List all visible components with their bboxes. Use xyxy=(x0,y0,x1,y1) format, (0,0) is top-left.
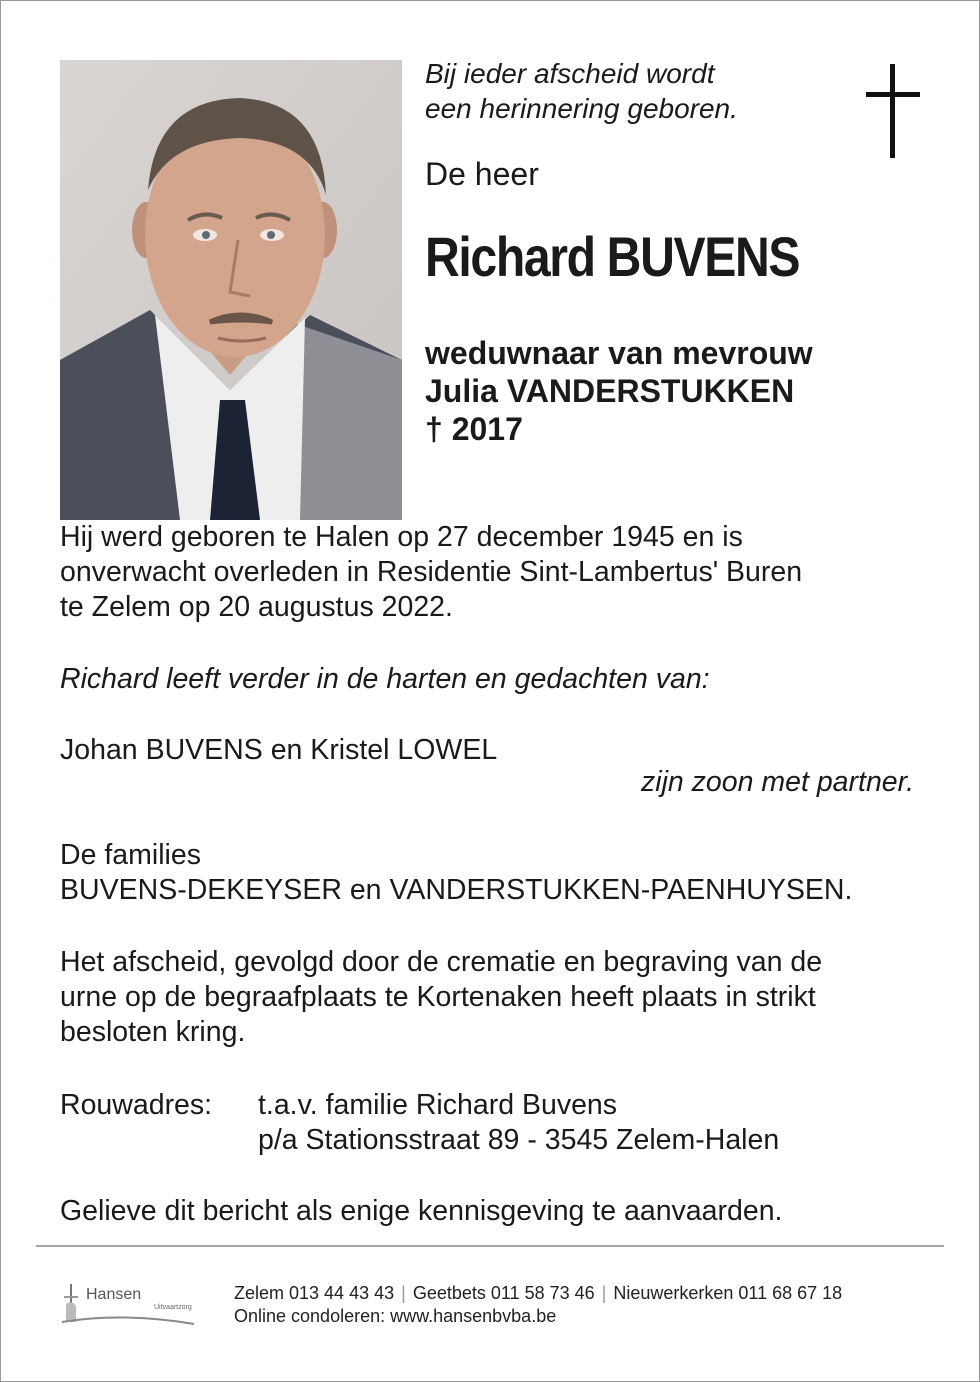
ceremony-line-1: Het afscheid, gevolgd door de crematie en begraving van de xyxy=(60,946,823,978)
address-line-2: p/a Stationsstraat 89 - 3545 Zelem-Halen xyxy=(258,1124,780,1156)
cross-icon xyxy=(866,64,920,158)
ceremony-line-3: besloten kring. xyxy=(60,1016,246,1048)
verse-line-1: Bij ieder afscheid wordt xyxy=(425,58,715,89)
honorific: De heer xyxy=(425,156,539,192)
remembered-by: Richard leeft verder in de harten en gedachten van: xyxy=(60,663,710,695)
cross-vertical-bar xyxy=(890,64,895,158)
hansen-logo-icon xyxy=(62,1282,202,1330)
phone-geetbets: Geetbets 011 58 73 46 xyxy=(412,1283,595,1303)
phone-line xyxy=(234,1282,842,1305)
families-line-2: BUVENS-DEKEYSER en VANDERSTUKKEN-PAENHUYSEN. xyxy=(60,874,853,906)
ceremony-paragraph xyxy=(60,945,822,1050)
spouse-line-1: weduwnaar van mevrouw xyxy=(425,335,813,371)
notice: Gelieve dit bericht als enige kennisgeving te aanvaarden. xyxy=(60,1195,783,1227)
spouse-line-3: † 2017 xyxy=(425,411,523,447)
son-names: Johan BUVENS en Kristel LOWEL xyxy=(60,734,498,766)
footer-divider xyxy=(36,1245,944,1247)
families xyxy=(60,838,852,908)
birth-death-line-2: onverwacht overleden in Residentie Sint-Lambertus' Buren xyxy=(60,556,803,588)
spouse-info xyxy=(425,334,813,448)
separator: | xyxy=(601,1283,607,1303)
verse-line-2: een herinnering geboren. xyxy=(425,93,738,124)
logo-subtitle: Uitvaartzorg xyxy=(154,1304,192,1311)
cross-horizontal-bar xyxy=(866,92,920,97)
memorial-verse xyxy=(425,56,738,126)
son-relation: zijn zoon met partner. xyxy=(641,766,914,798)
separator: | xyxy=(401,1283,406,1303)
address-line-1: t.a.v. familie Richard Buvens xyxy=(258,1089,618,1121)
logo-name: Hansen xyxy=(86,1286,142,1303)
birth-death-paragraph xyxy=(60,520,802,625)
spouse-line-2: Julia VANDERSTUKKEN xyxy=(425,373,795,409)
phone-nieuwerkerken: Nieuwerkerken 011 68 67 18 xyxy=(613,1283,843,1303)
phone-zelem: Zelem 013 44 43 43 xyxy=(234,1283,395,1303)
portrait-photo xyxy=(60,60,402,520)
online-condolence[interactable]: Online condoleren: www.hansenbvba.be xyxy=(234,1306,557,1326)
deceased-name: Richard BUVENS xyxy=(425,225,800,288)
address-lines xyxy=(258,1088,779,1158)
birth-death-line-3: te Zelem op 20 augustus 2022. xyxy=(60,591,453,623)
families-line-1: De families xyxy=(60,839,201,871)
ceremony-line-2: urne op de begraafplaats te Kortenaken heeft plaats in strikt xyxy=(60,981,816,1013)
address-label: Rouwadres: xyxy=(60,1089,213,1121)
footer-contact xyxy=(234,1282,842,1328)
birth-death-line-1: Hij werd geboren te Halen op 27 december 1945 en is xyxy=(60,521,743,553)
